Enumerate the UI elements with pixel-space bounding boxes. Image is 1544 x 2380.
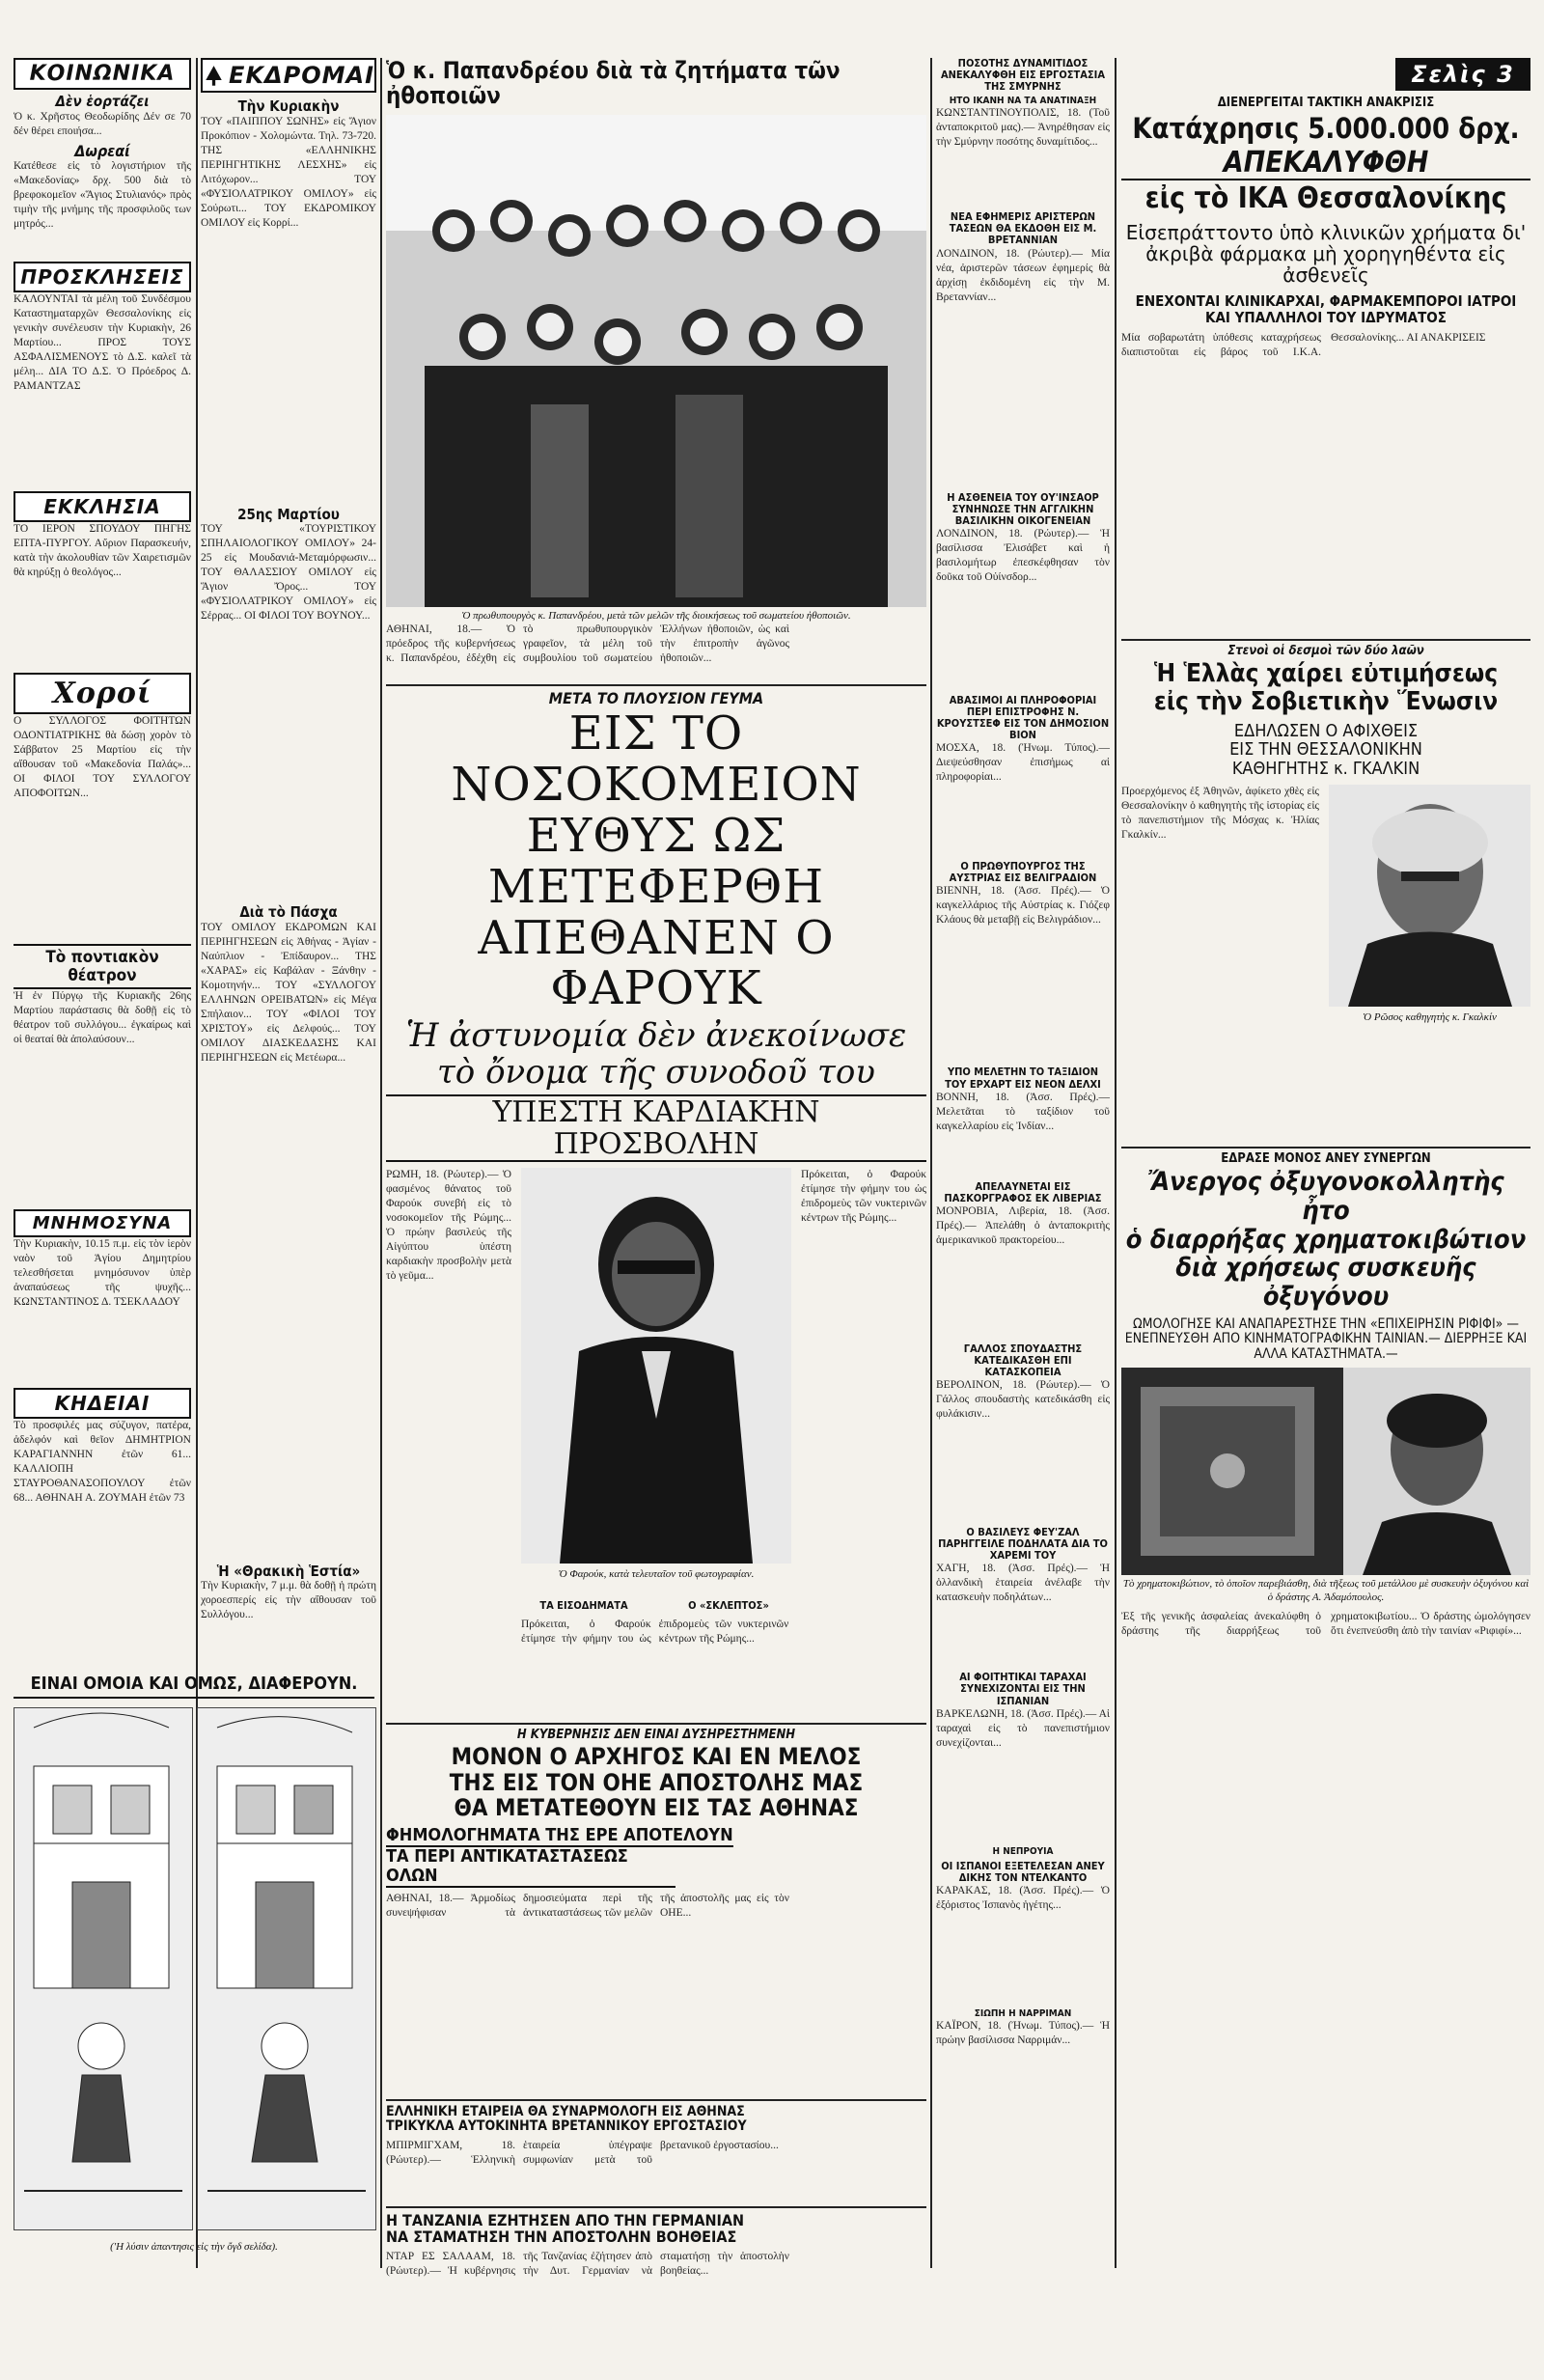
fouad-headline: Ο ΒΑΣΙΛΕΥΣ ΦΕΥ'ΖΑΛ ΠΑΡΗΓΓΕΙΛΕ ΠΟΔΗΛΑΤΑ ΔΙΑ ΤΟ ΧΑΡΕΜΙ ΤΟΥ bbox=[938, 1526, 1108, 1563]
trikykla-headline-1: ΕΛΛΗΝΙΚΗ ΕΤΑΙΡΕΙΑ ΘΑ ΣΥΝΑΡΜΟΛΟΓΗ ΕΙΣ ΑΘΗΝΑΣ bbox=[386, 2103, 745, 2119]
onassis-headline: Η ΑΣΘΕΝΕΙΑ ΤΟΥ ΟΥ'ΙΝΣΑΟΡ ΣΥΝΗΝΩΣΕ ΤΗΝ ΑΓΓΛΙΚΗΝ ΒΑΣΙΛΙΚΗΝ ΟΙΚΟΓΕΝΕΙΑΝ bbox=[947, 490, 1099, 527]
fouad-text: ΧΑΓΗ, 18. (Ἀσσ. Πρές).— Ἡ ὁλλανδικὴ ἑταιρεία ἀνέλαβε τὴν κατασκευὴν ποδηλάτων... bbox=[936, 1563, 1110, 1604]
narriman-sub: ΣΙΩΠΗ Η ΝΑΡΡΙΜΑΝ bbox=[974, 2007, 1072, 2019]
papandreou-headline: Ὁ κ. Παπανδρέου διὰ τὰ ζητήματα τῶν ἠθοποιῶν bbox=[386, 57, 841, 110]
farouk-photo bbox=[521, 1168, 791, 1564]
column-5 bbox=[1121, 58, 1530, 2034]
farouk-deck-1: Ἡ ἀστυνομία δὲν ἀνεκοίνωσε bbox=[405, 1016, 907, 1056]
cartoon-right-panel bbox=[197, 1707, 376, 2230]
gkalkin-kicker: Στενοὶ οἱ δεσμοὶ τῶν δύο λαῶν bbox=[1227, 644, 1424, 659]
centre-column bbox=[386, 58, 926, 2380]
delkanto-text: ΚΑΡΑΚΑΣ, 18. (Ἀσσ. Πρές).— Ὁ ἐξόριστος Ἰσπανὸς ἡγέτης... bbox=[936, 1884, 1110, 1911]
smyrni-deck: ΗΤΟ ΙΚΑΝΗ ΝΑ ΤΑ ΑΝΑΤΙΝΑΞΗ bbox=[949, 96, 1097, 107]
austria-headline: Ο ΠΡΩΘΥΠΟΥΡΓΟΣ ΤΗΣ ΑΥΣΤΡΙΑΣ ΕΙΣ ΒΕΛΙΓΡΑΔΙΟΝ bbox=[949, 860, 1097, 885]
theatro-text: Ἡ ἐν Πύργῳ τῆς Κυριακῆς 26ης Μαρτίου παράστασις θὰ δοθῇ εἰς τὸ θέατρον τοῦ συλλόγου... ἐγκαίρως καὶ οἱ θεαταί θὰ ἀπολαύσουν... bbox=[14, 990, 191, 1046]
ekdromai-text3: ΤΟΥ ΟΜΙΛΟΥ ΕΚΔΡΟΜΩΝ ΚΑΙ ΠΕΡΙΗΓΗΣΕΩΝ εἰς Ἀθήνας - Ἁγίαν - Ναύπλιον - Ἐπίδαυρον... ΤΗΣ «ΧΑΡΑΣ» εἰς Καβάλαν - Ξάνθην - Κομοτηνήν... ΤΟΥ «ΣΥΛΛΟΓΟΥ ΕΛΛΗΝΩΝ ΟΡΕΙΒΑΤΩΝ» εἰς Μέγα Σπήλαιον... ΤΟΥ «ΦΙΛΟΙ ΤΟΥ ΧΡΙΣΤΟΥ» εἰς Δελφούς... ΤΟΥ ΟΜΙΛΟΥ ΔΙΑΣΚΕΔΑΣΗΣ ΚΑΙ ΠΕΡΙΗΓΗΣΕΩΝ εἰς Μετέωρα... bbox=[201, 921, 376, 1064]
ika-kicker: ΔΙΕΝΕΡΓΕΙΤΑΙ ΤΑΚΤΙΚΗ ΑΝΑΚΡΙΣΙΣ bbox=[1217, 96, 1435, 110]
oie-headline-2: ΤΗΣ ΕΙΣ ΤΟΝ ΟΗΕ ΑΠΟΣΤΟΛΗΣ ΜΑΣ bbox=[449, 1768, 864, 1796]
delkanto-headline: ΟΙ ΙΣΠΑΝΟΙ ΕΞΕΤΕΛΕΣΑΝ ΑΝΕΥ ΔΙΚΗΣ ΤΟΝ ΝΤΕΛΚΑΝΤΟ bbox=[941, 1859, 1105, 1884]
ekdromai-text1: ΤΟΥ «ΠΑΙΠΠΟΥ ΣΩΝΗΣ» εἰς Ἅγιον Προκόπιον - Χολομώντα. Τηλ. 73-720. ΤΗΣ «ΕΛΛΗΝΙΚΗΣ ΠΕΡΙΗΓΗΤΙΚΗΣ ΛΕΣΧΗΣ» εἰς Λιτόχωρον... ΤΟΥ «ΦΥΣΙΟΛΑΤΡΙΚΟΥ ΟΜΙΛΟΥ» εἰς Σούρωτι... ΤΟΥ ΕΚΔΡΟΜΙΚΟΥ ΟΜΙΛΟΥ εἰς Κορρί... bbox=[201, 115, 376, 229]
farouk-deck-2: τὸ ὄνομα τῆς συνοδοῦ του bbox=[437, 1052, 875, 1092]
farouk-headline-3: ΑΠΕΘΑΝΕΝ Ο ΦΑΡΟΥΚ bbox=[478, 910, 835, 1016]
koinonika-heading: ΚΟΙΝΩΝΙΚΑ bbox=[14, 58, 191, 90]
krustsef-headline: ΑΒΑΣΙΜΟΙ ΑΙ ΠΛΗΡΟΦΟΡΙΑΙ ΠΕΡΙ ΕΠΙΣΤΡΟΦΗΣ Ν. ΚΡΟΥΣΤΣΕΦ ΕΙΣ ΤΟΝ ΔΗΜΟΣΙΟΝ ΒΙΟΝ bbox=[936, 693, 1110, 742]
ekdromai-sub3: Διὰ τὸ Πάσχα bbox=[239, 903, 338, 921]
tree-icon bbox=[203, 62, 225, 89]
gkalkin-headline-1: Ἡ Ἑλλὰς χαίρει εὐτιμήσεως bbox=[1153, 659, 1499, 689]
ika-headline-2: ΑΠΕΚΑΛΥΦΘΗ bbox=[1121, 147, 1530, 180]
ekklisia-text: ΤΟ ΙΕΡΟΝ ΣΠΟΥΔΟΥ ΠΗΓΗΣ ΕΠΤΑ-ΠΥΡΓΟΥ. Αὔριον Παρασκευήν, κατὰ τὴν ἀκολουθίαν τῶν Χαιρετισμῶν θὰ κηρύξῃ ὁ θεολόγος... bbox=[14, 523, 191, 579]
papandreou-text: ΑΘΗΝΑΙ, 18.— Ὁ πρόεδρος τῆς κυβερνήσεως κ. Παπανδρέου, ἐδέχθη εἰς τὸ πρωθυπουργικὸν γραφεῖον, τὰ μέλη τοῦ συμβουλίου τοῦ σωματείου Ἑλλήνων ἠθοποιῶν, ὡς καὶ τὴν ἐπιτροπὴν ἀγῶνος ἠθοποιῶν... bbox=[386, 623, 789, 664]
papandreou-caption: Ὁ πρωθυπουργὸς κ. Παπανδρέου, μετὰ τῶν μελῶν τῆς διοικήσεως τοῦ σωματείου ἠθοποιῶν. bbox=[461, 609, 851, 622]
cartoon-caption: ('Η λύσιν ἀπαντησις εἰς τὴν ὄγδ σελίδα). bbox=[110, 2241, 278, 2253]
farouk-caption: Ὁ Φαρούκ, κατὰ τελευταῖον τοῦ φωτογραφίαν. bbox=[558, 1567, 755, 1580]
ika-headline-1: Κατάχρησις 5.000.000 δρχ. bbox=[1132, 112, 1520, 146]
ika-text: Μία σοβαρωτάτη ὑπόθεσις καταχρήσεως διαπιστοῦται εἰς βάρος τοῦ Ι.Κ.Α. Θεσσαλονίκης... ΑΙ ΑΝΑΚΡΙΣΕΙΣ bbox=[1121, 332, 1486, 359]
farouk-sub-skleptos: Ο «ΣΚΛΕΠΤΟΣ» bbox=[688, 1598, 769, 1612]
tanzania-text: ΝΤΑΡ ΕΣ ΣΑΛΑΑΜ, 18. (Ρώυτερ).— Ἡ κυβέρνησις τῆς Τανζανίας ἐζήτησεν ἀπὸ τὴν Δυτ. Γερμανίαν νὰ σταματήσῃ τὴν ἀποστολὴν βοηθείας... bbox=[386, 2250, 789, 2277]
farouk-headline-1: ΕΙΣ ΤΟ ΝΟΣΟΚΟΜΕΙΟΝ bbox=[451, 706, 862, 813]
oie-deck-1: ΦΗΜΟΛΟΓΗΜΑΤΑ ΤΗΣ ΕΡΕ ΑΠΟΤΕΛΟΥΝ bbox=[386, 1825, 733, 1846]
cartoon-title: ΕΙΝΑΙ ΟΜΟΙΑ ΚΑΙ ΟΜΩΣ, ΔΙΑΦΕΡΟΥΝ. bbox=[14, 1674, 374, 1699]
nepal-sub: Η ΝΕΠΡΟΥΙΑ bbox=[992, 1845, 1054, 1857]
smyrni-headline: ΠΟΣΟΤΗΣ ΔΥΝΑΜΙΤΙΔΟΣ ΑΝΕΚΑΛΥΦΘΗ ΕΙΣ ΕΡΓΟΣΤΑΣΙΑ ΤΗΣ ΣΜΥΡΝΗΣ bbox=[940, 57, 1106, 94]
gkalkin-caption: Ὁ Ρῶσος καθηγητὴς κ. Γκαλκίν bbox=[1363, 1011, 1497, 1024]
oie-kicker: Η ΚΥΒΕΡΝΗΣΙΣ ΔΕΝ ΕΙΝΑΙ ΔΥΣΗΡΕΣΤΗΜΕΝΗ bbox=[516, 1727, 796, 1742]
gkalkin-deck-2: ΕΙΣ ΤΗΝ ΘΕΣΣΑΛΟΝΙΚΗΝ bbox=[1229, 739, 1422, 761]
kleptis-headline-3: διὰ χρήσεως συσκευῆς ὀξυγόνου bbox=[1175, 1253, 1476, 1313]
efimeris-text: ΛΟΝΔΙΝΟΝ, 18. (Ρώυτερ).— Μία νέα, ἀριστερῶν τάσεων ἐφημερίς θὰ ἀρχίσῃ ἐκδιδομένη εἰς τὴν Μ. Βρεταννίαν... bbox=[936, 247, 1110, 303]
erchart-text: ΒΟΝΝΗ, 18. (Ἀσσ. Πρές).— Μελετᾶται τὸ ταξίδιον τοῦ καγκελλαρίου εἰς Ἰνδίαν... bbox=[936, 1091, 1110, 1132]
choroi-text: Ο ΣΥΛΛΟΓΟΣ ΦΟΙΤΗΤΩΝ ΟΔΟΝΤΙΑΤΡΙΚΗΣ θὰ δώσῃ χορὸν τὸ Σάββατον 25 Μαρτίου εἰς τὴν αἴθουσαν τοῦ «Μακεδονία Παλάς»... ΟΙ ΦΙΛΟΙ ΤΟΥ ΣΥΛΛΟΓΟΥ ΑΠΟΦΟΙΤΩΝ... bbox=[14, 715, 191, 800]
smyrni-text: ΚΩΝΣΤΑΝΤΙΝΟΥΠΟΛΙΣ, 18. (Τοῦ ἀνταποκριτοῦ μας).— Ἀνηρέθησαν εἰς τὴν Σμύρνην ποσότης δυναμίτιδος... bbox=[936, 107, 1110, 149]
mnimosyna-text: Τὴν Κυριακὴν, 10.15 π.μ. εἰς τὸν ἱερὸν ναὸν τοῦ Ἁγίου Δημητρίου τελεσθήσεται μνημόσυνον ὑπὲρ ἀναπαύσεως τῆς ψυχῆς... ΚΩΝΣΤΑΝΤΙΝΟΣ Δ. ΤΣΕΚΛΑΔΟΥ bbox=[14, 1238, 191, 1309]
ispania-headline: ΑΙ ΦΟΙΤΗΤΙΚΑΙ ΤΑΡΑΧΑΙ ΣΥΝΕΧΙΖΟΝΤΑΙ ΕΙΣ ΤΗΝ ΙΣΠΑΝΙΑΝ bbox=[959, 1671, 1087, 1707]
oie-deck-2: ΤΑ ΠΕΡΙ ΑΝΤΙΚΑΤΑΣΤΑΣΕΩΣ ΟΛΩΝ bbox=[386, 1847, 676, 1888]
erchart-headline: ΥΠΟ ΜΕΛΕΤΗΝ ΤΟ ΤΑΞΙΔΙΟΝ ΤΟΥ ΕΡΧΑΡΤ ΕΙΣ ΝΕΟΝ ΔΕΛΧΙ bbox=[945, 1065, 1101, 1091]
column-2 bbox=[201, 58, 376, 1637]
gkalkin-deck-3: ΚΑΘΗΓΗΤΗΣ κ. ΓΚΑΛΚΙΝ bbox=[1231, 759, 1420, 780]
proskliseis-text: ΚΑΛΟΥΝΤΑΙ τὰ μέλη τοῦ Συνδέσμου Καταστηματαρχῶν Θεσσαλονίκης εἰς γενικὴν συνέλευσιν τὴν Κυριακὴν, 26 Μαρτίου... ΠΡΟΣ ΤΟΥΣ ΑΣΦΑΛΙΣΜΕΝΟΥΣ τὸ Δ.Σ. καλεῖ τὰ μέλη... ΔΙΑ ΤΟ Δ.Σ. Ὁ Πρόεδρος Δ. ΡΑΜΑΝΤΖΑΣ bbox=[14, 293, 191, 393]
farouk-text-bottom: Πρόκειται, ὁ Φαρούκ ἐτίμησε τὴν φήμην του ὡς ἐπιδρομεὺς τῶν νυκτερινῶν κέντρων τῆς Ρώμης... bbox=[521, 1618, 789, 1645]
proskliseis-heading: ΠΡΟΣΚΛΗΣΕΙΣ bbox=[14, 262, 191, 292]
column-4 bbox=[936, 58, 1110, 2077]
koinonika-text: Ὁ κ. Χρῆστος Θεοδωρίδης Δέν σε 70 δέν θέρει εποιήσα... bbox=[14, 110, 191, 137]
column-rule bbox=[930, 58, 932, 2268]
liveria-text: ΜΟΝΡΟΒΙΑ, Λιβερία, 18. (Ἀσσ. Πρές).— Ἀπελάθη ὁ ἀνταποκριτὴς ἀμερικανικοῦ πρακτορείου... bbox=[936, 1204, 1110, 1246]
gkalkin-headline-2: εἰς τὴν Σοβιετικὴν Ἕνωσιν bbox=[1153, 687, 1499, 717]
column-rule bbox=[1115, 58, 1117, 2268]
gallos-headline: ΓΑΛΛΟΣ ΣΠΟΥΔΑΣΤΗΣ ΚΑΤΕΔΙΚΑΣΘΗ ΕΠΙ ΚΑΤΑΣΚΟΠΕΙΑ bbox=[963, 1342, 1083, 1378]
oie-text: ΑΘΗΝΑΙ, 18.— Ἀρμοδίως συνεψήφισαν τὰ δημοσιεύματα περὶ τῆς ἀντικαταστάσεως τῶν μελῶν τῆς ἀποστολῆς μας εἰς τὸν ΟΗΕ... bbox=[386, 1892, 789, 1919]
oie-headline-1: ΜΟΝΟΝ Ο ΑΡΧΗΓΟΣ ΚΑΙ ΕΝ ΜΕΛΟΣ bbox=[451, 1743, 862, 1771]
farouk-deck-3: ΥΠΕΣΤΗ ΚΑΡΔΙΑΚΗΝ ΠΡΟΣΒΟΛΗΝ bbox=[386, 1094, 926, 1162]
kleptis-headline-1: Ἄνεργος ὀξυγονοκολλητὴς ἦτο bbox=[1147, 1167, 1504, 1227]
onassis-text: ΛΟΝΔΙΝΟΝ, 18. (Ρώυτερ).— Ἡ βασίλισσα Ἐλισάβετ καὶ ἡ βασιλομήτωρ ἐπεσκέφθησαν τὸν δοῦκα τοῦ Οὐίνσδορ... bbox=[936, 527, 1110, 583]
kleptis-caption: Τὸ χρηματοκιβώτιον, τὸ ὁποῖον παρεβιάσθη, διὰ τῆξεως τοῦ μετάλλου μὲ συσκευὴν ὀξυγόνου καὶ ὁ δράστης Α. Ἀδαμόπουλος. bbox=[1122, 1577, 1530, 1603]
farouk-kicker: ΜΕΤΑ ΤΟ ΠΛΟΥΣΙΟΝ ΓΕΥΜΑ bbox=[548, 688, 764, 707]
farouk-text-left: ΡΩΜΗ, 18. (Ρώυτερ).— Ὁ φασμένος θάνατος τοῦ Φαρούκ συνεβή εἰς τὸ νοσοκομεῖον τῆς Ρώμης... Ὁ πρώην βασιλεύς τῆς Αἰγύπτου ὑπέστη καρδιακὴν προσβολὴν μετὰ τὸ γεῦμα... bbox=[386, 1168, 511, 1282]
tanzania-headline-2: ΝΑ ΣΤΑΜΑΤΗΣΗ ΤΗΝ ΑΠΟΣΤΟΛΗΝ ΒΟΗΘΕΙΑΣ bbox=[386, 2228, 737, 2247]
farouk-sub-eisodimata: ΤΑ ΕΙΣΟΔΗΜΑΤΑ bbox=[539, 1598, 628, 1612]
ekdromai-sub2: 25ης Μαρτίου bbox=[237, 505, 340, 523]
ika-headline-3: εἰς τὸ ΙΚΑ Θεσσαλονίκης bbox=[1144, 181, 1507, 216]
austria-text: ΒΙΕΝΝΗ, 18. (Ἀσσ. Πρές).— Ὁ καγκελλάριος τῆς Αὐστρίας κ. Γιόζεφ Κλάους θὰ μεταβῇ εἰς Βελιγράδιον... bbox=[936, 885, 1110, 927]
narriman-text: ΚΑΪΡΟΝ, 18. (Ἠνωμ. Τύπος).— Ἡ πρώην βασίλισσα Ναρριμάν... bbox=[936, 2019, 1110, 2046]
gkalkin-text: Προερχόμενος ἐξ Ἀθηνῶν, ἀφίκετο χθὲς εἰς Θεσσαλονίκην ὁ καθηγητὴς τῆς ἱστορίας εἰς τὸ πανεπιστήμιον τῆς Μόσχας κ. Ἠλίας Γκαλκίν... bbox=[1121, 786, 1319, 842]
tanzania-headline-1: Η ΤΑΝΖΑΝΙΑ ΕΖΗΤΗΣΕΝ ΑΠΟ ΤΗΝ ΓΕΡΜΑΝΙΑΝ bbox=[386, 2210, 745, 2229]
krustsef-text: ΜΟΣΧΑ, 18. (Ἠνωμ. Τύπος).— Διεψεύσθησαν ἐπισήμως αἱ πληροφορίαι... bbox=[936, 742, 1110, 784]
gallos-text: ΒΕΡΟΛΙΝΟΝ, 18. (Ρώυτερ).— Ὁ Γάλλος σπουδαστὴς κατεδικάσθη εἰς φυλάκισιν... bbox=[936, 1379, 1110, 1421]
ika-deck-2: ΕΝΕΧΟΝΤΑΙ ΚΛΙΝΙΚΑΡΧΑΙ, ΦΑΡΜΑΚΕΜΠΟΡΟΙ ΙΑΤΡΟΙ ΚΑΙ ΥΠΑΛΛΗΛΟΙ ΤΟΥ ΙΔΡΥΜΑΤΟΣ bbox=[1135, 292, 1517, 326]
oie-headline-3: ΘΑ ΜΕΤΑΤΕΘΟΥΝ ΕΙΣ ΤΑΣ ΑΘΗΝΑΣ bbox=[454, 1794, 859, 1822]
ekdromai-sub1: Τὴν Κυριακὴν bbox=[237, 97, 340, 115]
mnimosyna-heading: ΜΝΗΜΟΣΥΝΑ bbox=[14, 1209, 191, 1237]
kleptis-text: Ἐξ τῆς γενικῆς ἀσφαλείας ἀνεκαλύφθη ὁ δράστης τῆς διαρρήξεως τοῦ χρηματοκιβωτίου... Ὁ δράστης ὡμολόγησεν ὅτι ἐνεπνεύσθη ἀπὸ τὴν ταινίαν «Ριφιφί»... bbox=[1121, 1610, 1530, 1637]
kideiai-text: Τὸ προσφιλές μας σύζυγον, πατέρα, ἀδελφόν καὶ θεῖον ΔΗΜΗΤΡΙΟΝ ΚΑΡΑΓΙΑΝΝΗΝ ἐτῶν 61... ΚΑΛΛΙΟΠΗ ΣΤΑΥΡΟΘΑΝΑΣΟΠΟΥΛΟΥ ἐτῶν 68... ΑΘΗΝΑΗ Α. ΖΟΥΜΑΗ ἐτῶν 73 bbox=[14, 1420, 191, 1505]
ekdromai-sub4: Ἡ «Θρακικὴ Ἑστία» bbox=[216, 1562, 361, 1580]
kleptis-kicker: ΕΔΡΑΣΕ ΜΟΝΟΣ ΑΝΕΥ ΣΥΝΕΡΓΩΝ bbox=[1221, 1151, 1431, 1167]
column-rule bbox=[380, 58, 382, 2268]
page-number-badge: Σελὶς 3 bbox=[1395, 58, 1530, 91]
farouk-headline-2: ΕΥΘΥΣ ΩΣ ΜΕΤΕΦΕΡΘΗ bbox=[487, 808, 825, 914]
ekdromai-text4: Τὴν Κυριακὴν, 7 μ.μ. θὰ δοθῇ ἡ πρώτη χοροεσπερίς εἰς τὴν αἴθουσαν τοῦ Συλλόγου... bbox=[201, 1580, 376, 1620]
doreai-sub: Δωρεαί bbox=[74, 141, 130, 160]
theatro-heading: Τὸ ποντιακὸν θέατρον bbox=[14, 944, 191, 989]
kleptis-headline-2: ὁ διαρρήξας χρηματοκιβώτιον bbox=[1125, 1224, 1527, 1255]
farouk-body bbox=[386, 1168, 926, 1723]
ekdromai-text2: ΤΟΥ «ΤΟΥΡΙΣΤΙΚΟΥ ΣΠΗΛΑΙΟΛΟΓΙΚΟΥ ΟΜΙΛΟΥ» 24-25 εἰς Μουδανιά-Μεταμόρφωσιν... ΤΟΥ ΘΑΛΑΣΣΙΟΥ ΟΜΙΛΟΥ εἰς Ἅγιον Ὄρος... ΤΟΥ «ΦΥΣΙΟΛΑΤΡΙΚΟΥ ΟΜΙΛΟΥ» εἰς Σέρρας... ΟΙ ΦΙΛΟΙ ΤΟΥ ΒΟΥΝΟΥ... bbox=[201, 523, 376, 622]
ekdromai-heading bbox=[201, 58, 376, 93]
gkalkin-deck-1: ΕΔΗΛΩΣΕΝ Ο ΑΦΙΧΘΕΙΣ bbox=[1233, 720, 1419, 741]
doreai-text: Κατέθεσε εἰς τὸ λογιστήριον τῆς «Μακεδονίας» δρχ. 500 διὰ τὸ βρεφοκομεῖον «Ἅγιος Στυλιανός» πρὸς τιμὴν τῆς μνήμης τῆς προσφιλοῦς των μητρός... bbox=[14, 160, 191, 231]
gkalkin-photo bbox=[1329, 785, 1530, 1007]
ispania-text: ΒΑΡΚΕΛΩΝΗ, 18. (Ἀσσ. Πρές).— Αἱ ταραχαὶ εἰς τὸ πανεπιστήμιον συνεχίζονται... bbox=[936, 1707, 1110, 1749]
kleptis-deck: ΩΜΟΛΟΓΗΣΕ ΚΑΙ ΑΝΑΠΑΡΕΣΤΗΣΕ ΤΗΝ «ΕΠΙΧΕΙΡΗΣΙΝ ΡΙΦΙΦΙ» — ΕΝΕΠΝΕΥΣΘΗ ΑΠΟ ΚΙΝΗΜΑΤΟΓΡΑΦΙΚΗΝ ΤΑΙΝΙΑΝ.— ΔΙΕΡΡΗΞΕ ΚΑΙ ΑΛΛΑ ΚΑΤΑΣΤΗΜΑΤΑ.— bbox=[1124, 1315, 1528, 1362]
farouk-text-right: Πρόκειται, ὁ Φαρούκ ἐτίμησε τὴν φήμην του ὡς ἐπιδρομεὺς τῶν νυκτερινῶν κέντρων τῆς Ρώμης... bbox=[801, 1168, 926, 1224]
choroi-heading: Χοροί bbox=[14, 673, 191, 714]
kleptis-photo bbox=[1121, 1368, 1530, 1575]
trikykla-headline-2: ΤΡΙΚΥΚΛΑ ΑΥΤΟΚΙΝΗΤΑ ΒΡΕΤΑΝΝΙΚΟΥ ΕΡΓΟΣΤΑΣΙΟΥ bbox=[386, 2118, 747, 2135]
ekklisia-heading: ΕΚΚΛΗΣΙΑ bbox=[14, 491, 191, 522]
gkalkin-body bbox=[1121, 785, 1530, 1147]
kideiai-heading: ΚΗΔΕΙΑΙ bbox=[14, 1388, 191, 1419]
ika-deck: Εἰσεπράττοντο ὑπὸ κλινικῶν χρήματα δι' ἀκριβὰ φάρμακα μὴ χορηγηθέντα εἰς ἀσθενεῖς bbox=[1125, 221, 1527, 288]
cartoon-left-panel bbox=[14, 1707, 193, 2230]
cartoon-block bbox=[14, 1674, 374, 2263]
liveria-headline: ΑΠΕΛΑΥΝΕΤΑΙ ΕΙΣ ΠΑΣΚΟΡΓΡΑΦΟΣ ΕΚ ΛΙΒΕΡΙΑΣ bbox=[944, 1179, 1102, 1204]
papandreou-photo bbox=[386, 115, 926, 607]
efimeris-headline: ΝΕΑ ΕΦΗΜΕΡΙΣ ΑΡΙΣΤΕΡΩΝ ΤΑΣΕΩΝ ΘΑ ΕΚΔΟΘΗ ΕΙΣ Μ. ΒΡΕΤΑΝΝΙΑΝ bbox=[949, 210, 1097, 247]
ekdromai-title: ΕΚΔΡΟΜΑΙ bbox=[229, 62, 374, 89]
column-1 bbox=[14, 58, 191, 1766]
trikykla-text: ΜΠΙΡΜΙΓΧΑΜ, 18. (Ρώυτερ).— Ἑλληνικὴ ἑταιρεία ὑπέγραψε συμφωνίαν μετὰ τοῦ βρετανικοῦ ἐργοστασίου... bbox=[386, 2139, 779, 2166]
koinonika-sub: Δὲν ἑορτάζει bbox=[55, 93, 150, 110]
